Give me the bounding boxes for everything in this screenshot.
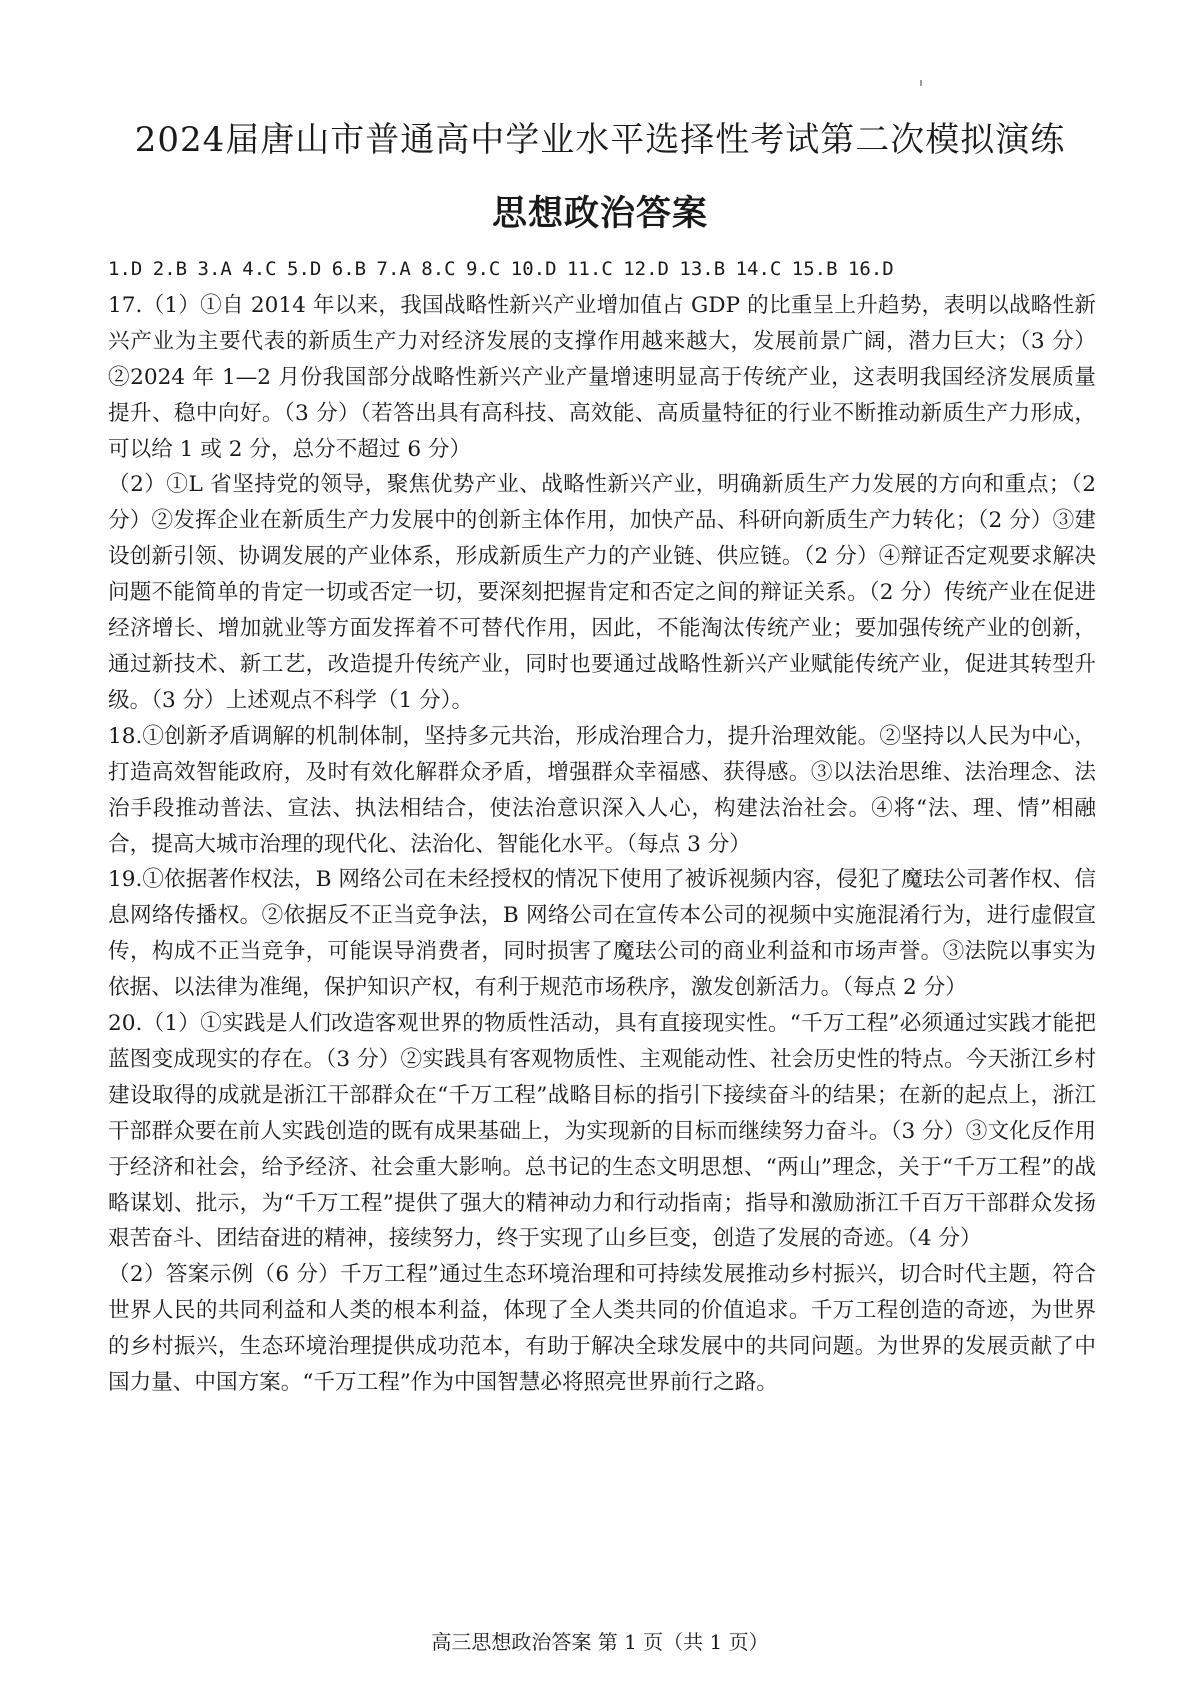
multiple-choice-answers: 1.D 2.B 3.A 4.C 5.D 6.B 7.A 8.C 9.C 10.D 11.C 12.D 13.B 14.C 15.B 16.D [108,258,894,280]
answer-17-part-2: （2）①L 省坚持党的领导，聚焦优势产业、战略性新兴产业，明确新质生产力发展的方向和重点；（2 分）②发挥企业在新质生产力发展中的创新主体作用，加快产品、科研向新质生产力转化；（2 分）③建设创新引领、协调发展的产业体系，形成新质生产力的产业链、供应链。（2 分）④辩证否定观要求解决问题不能简单的肯定一切或否定一切，要深刻把握肯定和否定之间的辩证关系。（2 分）传统产业在促进经济增长、增加就业等方面发挥着不可替代作用，因此，不能淘汰传统产业；要加强传统产业的创新，通过新技术、新工艺，改造提升传统产业，同时也要通过战略性新兴产业赋能传统产业，促进其转型升级。（3 分）上述观点不科学（1 分）。 [108,472,1096,713]
answer-content [108,252,1096,1401]
answer-20-part-1: 20.（1）①实践是人们改造客观世界的物质性活动，具有直接现实性。“千万工程”必须通过实践才能把蓝图变成现实的存在。（3 分）②实践具有客观物质性、主观能动性、社会历史性的特点。今天浙江乡村建设取得的成就是浙江干部群众在“千万工程”战略目标的指引下接续奋斗的结果；在新的起点上，浙江干部群众要在前人实践创造的既有成果基础上，为实现新的目标而继续努力奋斗。（3 分）③文化反作用于经济和社会，给予经济、社会重大影响。总书记的生态文明思想、“两山”理念，关于“千万工程”的战略谋划、批示，为“千万工程”提供了强大的精神动力和行动指南；指导和激励浙江千百万干部群众发扬艰苦奋斗、团结奋进的精神，接续努力，终于实现了山乡巨变，创造了发展的奇迹。（4 分） [108,1011,1096,1252]
scan-mark [920,80,922,86]
document-subtitle: 思想政治答案 [491,194,708,234]
answer-20-part-2: （2）答案示例（6 分）千万工程”通过生态环境治理和可持续发展推动乡村振兴，切合时代主题，符合世界人民的共同利益和人类的根本利益，体现了全人类共同的价值追求。千万工程创造的奇迹，为世界的乡村振兴，生态环境治理提供成功范本，有助于解决全球发展中的共同问题。为世界的发展贡献了中国力量、中国方案。“千万工程”作为中国智慧必将照亮世界前行之路。 [108,1262,1096,1396]
answer-17-part-1: 17.（1）①自 2014 年以来，我国战略性新兴产业增加值占 GDP 的比重呈上升趋势，表明以战略性新兴产业为主要代表的新质生产力对经济发展的支撑作用越来越大，发展前景广阔，潜力巨大；（3 分）②2024 年 1—2 月份我国部分战略性新兴产业产量增速明显高于传统产业，这表明我国经济发展质量提升、稳中向好。（3 分）（若答出具有高科技、高效能、高质量特征的行业不断推动新质生产力形成，可以给 1 或 2 分，总分不超过 6 分） [108,292,1096,462]
document-title: 2024届唐山市普通高中学业水平选择性考试第二次模拟演练 [134,120,1066,160]
page-footer: 高三思想政治答案 第 1 页（共 1 页） [431,1630,769,1654]
answer-18: 18.①创新矛盾调解的机制体制，坚持多元共治，形成治理合力，提升治理效能。②坚持以人民为中心，打造高效智能政府，及时有效化解群众矛盾，增强群众幸福感、获得感。③以法治思维、法治理念、法治手段推动普法、宣法、执法相结合，使法治意识深入人心，构建法治社会。④将“法、理、情”相融合，提高大城市治理的现代化、法治化、智能化水平。（每点 3 分） [108,723,1096,857]
answer-19: 19.①依据著作权法，B 网络公司在未经授权的情况下使用了被诉视频内容，侵犯了魔珐公司著作权、信息网络传播权。②依据反不正当竞争法，B 网络公司在宣传本公司的视频中实施混淆行为，进行虚假宣传，构成不正当竞争，可能误导消费者，同时损害了魔珐公司的商业利益和市场声誉。③法院以事实为依据、以法律为准绳，保护知识产权，有利于规范市场秩序，激发创新活力。（每点 2 分） [108,867,1096,1001]
